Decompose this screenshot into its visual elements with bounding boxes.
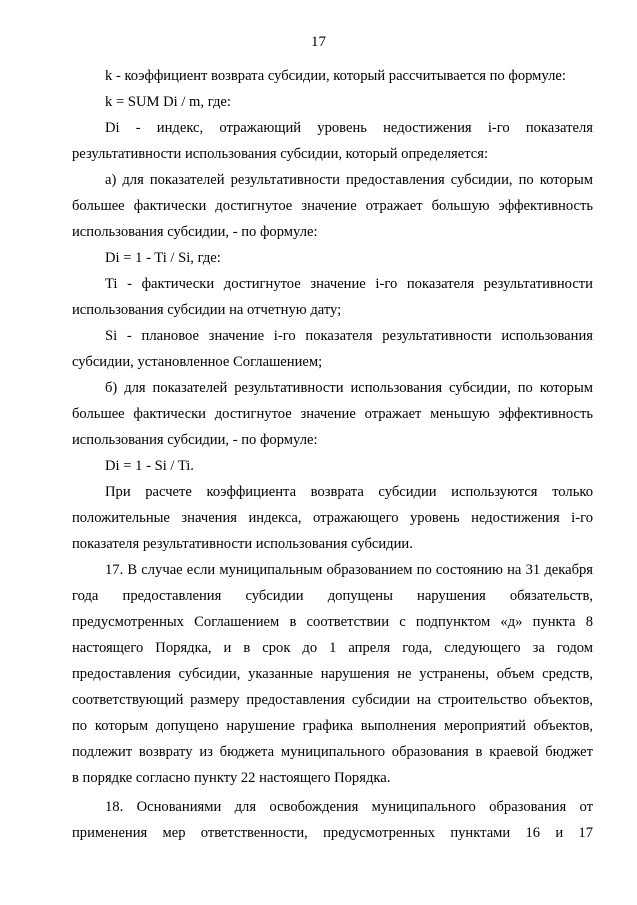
- text-line: Si - плановое значение i-го показателя результативности использования: [105, 328, 593, 344]
- text-line: Di = 1 - Si / Ti.: [105, 458, 194, 474]
- text-line: года предоставления субсидии допущены нарушения обязательств,: [72, 588, 593, 604]
- text-line: применения мер ответственности, предусмотренных пунктами 16 и 17: [72, 825, 593, 841]
- text-line: субсидии, установленное Соглашением;: [72, 354, 323, 370]
- text-line: использования субсидии, - по формуле:: [72, 432, 318, 448]
- text-line: k - коэффициент возврата субсидии, который рассчитывается по формуле:: [105, 68, 566, 84]
- text-line: использования субсидии, - по формуле:: [72, 224, 318, 240]
- text-line: по которым допущено нарушение графика выполнения мероприятий объектов,: [72, 718, 593, 734]
- text-line: показателя результативности использования субсидии.: [72, 536, 413, 552]
- text-line: положительные значения индекса, отражающего уровень недостижения i-го: [72, 510, 593, 526]
- text-line: предоставления субсидии, указанные нарушения не устранены, объем средств,: [72, 666, 593, 682]
- text-line: а) для показателей результативности предоставления субсидии, по которым: [105, 172, 593, 188]
- text-line: в порядке согласно пункту 22 настоящего Порядка.: [72, 770, 391, 786]
- text-line: 17. В случае если муниципальным образованием по состоянию на 31 декабря: [105, 562, 593, 578]
- text-line: Di - индекс, отражающий уровень недостижения i-го показателя: [105, 120, 593, 136]
- text-line: б) для показателей результативности использования субсидии, по которым: [105, 380, 593, 396]
- page-number: 17: [311, 34, 326, 50]
- text-line: настоящего Порядка, и в срок до 1 апреля года, следующего за годом: [72, 640, 593, 656]
- text-line: 18. Основаниями для освобождения муниципального образования от: [105, 799, 593, 815]
- text-line: большее фактически достигнутое значение отражает большую эффективность: [72, 198, 593, 214]
- text-line: Ti - фактически достигнутое значение i-го показателя результативности: [105, 276, 593, 292]
- text-line: подлежит возврату из бюджета муниципального образования в краевой бюджет: [72, 744, 593, 760]
- text-line: предусмотренных Соглашением в соответствии с подпунктом «д» пункта 8: [72, 614, 593, 630]
- text-line: Di = 1 - Ti / Si, где:: [105, 250, 221, 266]
- text-line: большее фактически достигнутое значение отражает меньшую эффективность: [72, 406, 593, 422]
- text-line: использования субсидии на отчетную дату;: [72, 302, 342, 318]
- text-line: При расчете коэффициента возврата субсидии используются только: [105, 484, 593, 500]
- text-line: результативности использования субсидии, который определяется:: [72, 146, 489, 162]
- text-line: k = SUM Di / m, где:: [105, 94, 231, 110]
- text-line: соответствующий размеру предоставления субсидии на строительство объектов,: [72, 692, 593, 708]
